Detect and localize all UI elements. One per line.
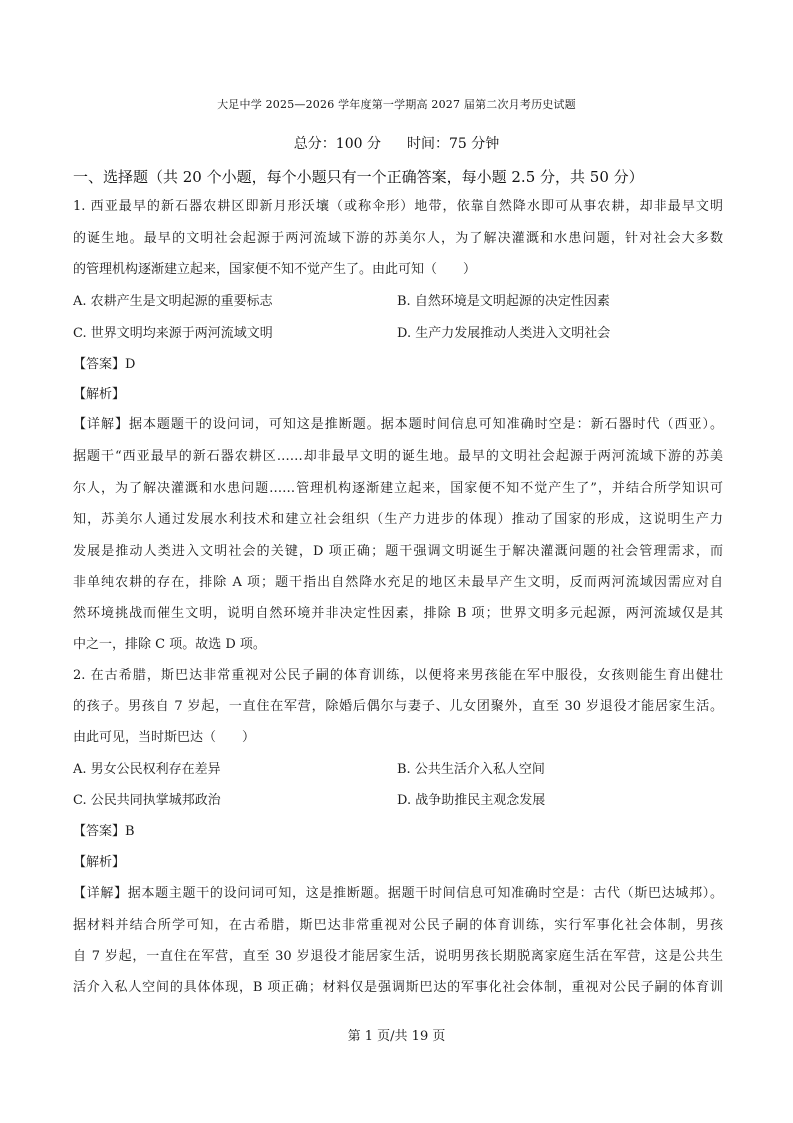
q1-detail-line: 发展是推动人类进入文明社会的关键，D 项正确；题干强调文明诞生于解决灌溉问题的社会管理需求，而 <box>73 544 723 559</box>
q1-stem-line: 的管理机构逐渐建立起来，国家便不知不觉产生了。由此可知（ ） <box>73 262 477 277</box>
q1-option-d: D. 生产力发展推动人类进入文明社会 <box>397 326 611 341</box>
q2-option-b: B. 公共生活介入私人空间 <box>397 762 545 777</box>
q2-detail-line: 活介入私人空间的具体体现，B 项正确；材料仅是强调斯巴达的军事化社会体制，重视对公民子嗣的体育训 <box>73 980 723 995</box>
q1-answer <box>73 355 135 375</box>
q1-option-b: B. 自然环境是文明起源的决定性因素 <box>397 294 610 309</box>
section-heading: 一、选择题（共 20 个小题，每个小题只有一个正确答案，每小题 2.5 分，共 50 分） <box>73 168 644 186</box>
q2-answer <box>73 822 135 842</box>
q2-stem-line: 2. 在古希腊，斯巴达非常重视对公民子嗣的体育训练，以便将来男孩能在军中服役，女孩则能生育出健壮 <box>73 668 723 683</box>
answer-label: 【答案】 <box>73 357 126 372</box>
q2-detail-line: 据材料并结合所学可知，在古希腊，斯巴达非常重视对公民子嗣的体育训练，实行军事化社会体制，男孩 <box>73 918 723 933</box>
q2-detail-line: 【详解】据本题主题干的设问词可知，这是推断题。据题干时间信息可知准确时空是：古代（斯巴达城邦）。 <box>73 886 723 901</box>
q2-analysis-label: 【解析】 <box>73 855 126 870</box>
answer-value: D <box>125 357 136 372</box>
answer-value: B <box>125 824 135 839</box>
q1-detail-line: 中之一，排除 C 项。故选 D 项。 <box>73 637 266 652</box>
answer-label: 【答案】 <box>73 824 126 839</box>
total-score: 总分：100 分 <box>293 136 381 152</box>
q2-detail-line: 自 7 岁起，一直住在军营，直至 30 岁退役才能居家生活，说明男孩长期脱离家庭生活在军营，这是公共生 <box>73 949 723 964</box>
exam-meta <box>0 133 793 153</box>
q1-detail-line: 然环境挑战而催生文明，说明自然环境并非决定性因素，排除 B 项；世界文明多元起源，两河流域仅是其 <box>73 606 723 621</box>
q2-option-a: A. 男女公民权利存在差异 <box>73 762 221 777</box>
q1-stem-line: 的诞生地。最早的文明社会起源于两河流域下游的苏美尔人，为了解决灌溉和水患问题，针对社会大多数 <box>73 231 723 246</box>
q1-stem-line: 1. 西亚最早的新石器农耕区即新月形沃壤（或称伞形）地带，依靠自然降水即可从事农耕，却非最早文明 <box>73 199 723 214</box>
q2-stem-line: 由此可见，当时斯巴达（ ） <box>73 730 256 745</box>
q1-detail-line: 非单纯农耕的存在，排除 A 项；题干指出自然降水充足的地区未最早产生文明，反而两河流域因需应对自 <box>73 575 723 590</box>
q1-detail-line: 【详解】据本题题干的设问词，可知这是推断题。据本题时间信息可知准确时空是：新石器时代（西亚）。 <box>73 417 723 432</box>
q1-detail-line: 尔人，为了解决灌溉和水患问题……管理机构逐渐建立起来，国家便不知不觉产生了”，并结合所学知识可 <box>73 481 723 496</box>
q2-option-c: C. 公民共同执掌城邦政治 <box>73 793 221 808</box>
exam-title: 大足中学 2025—2026 学年度第一学期高 2027 届第二次月考历史试题 <box>217 98 576 111</box>
q2-option-d: D. 战争助推民主观念发展 <box>397 793 546 808</box>
q1-analysis-label: 【解析】 <box>73 387 126 402</box>
q1-option-c: C. 世界文明均来源于两河流域文明 <box>73 326 273 341</box>
page-number: 第 1 页/共 19 页 <box>347 1029 446 1044</box>
exam-time: 时间：75 分钟 <box>406 136 500 152</box>
q1-detail-line: 知，苏美尔人通过发展水利技术和建立社会组织（生产力进步的体现）推动了国家的形成，这说明生产力 <box>73 512 723 527</box>
q1-detail-line: 据题干“西亚最早的新石器农耕区……却非最早文明的诞生地。最早的文明社会起源于两河流域下游的苏美 <box>73 449 723 464</box>
q2-stem-line: 的孩子。男孩自 7 岁起，一直住在军营，除婚后偶尔与妻子、儿女团聚外，直至 30 岁退役才能居家生活。 <box>73 699 723 714</box>
q1-option-a: A. 农耕产生是文明起源的重要标志 <box>73 294 273 309</box>
